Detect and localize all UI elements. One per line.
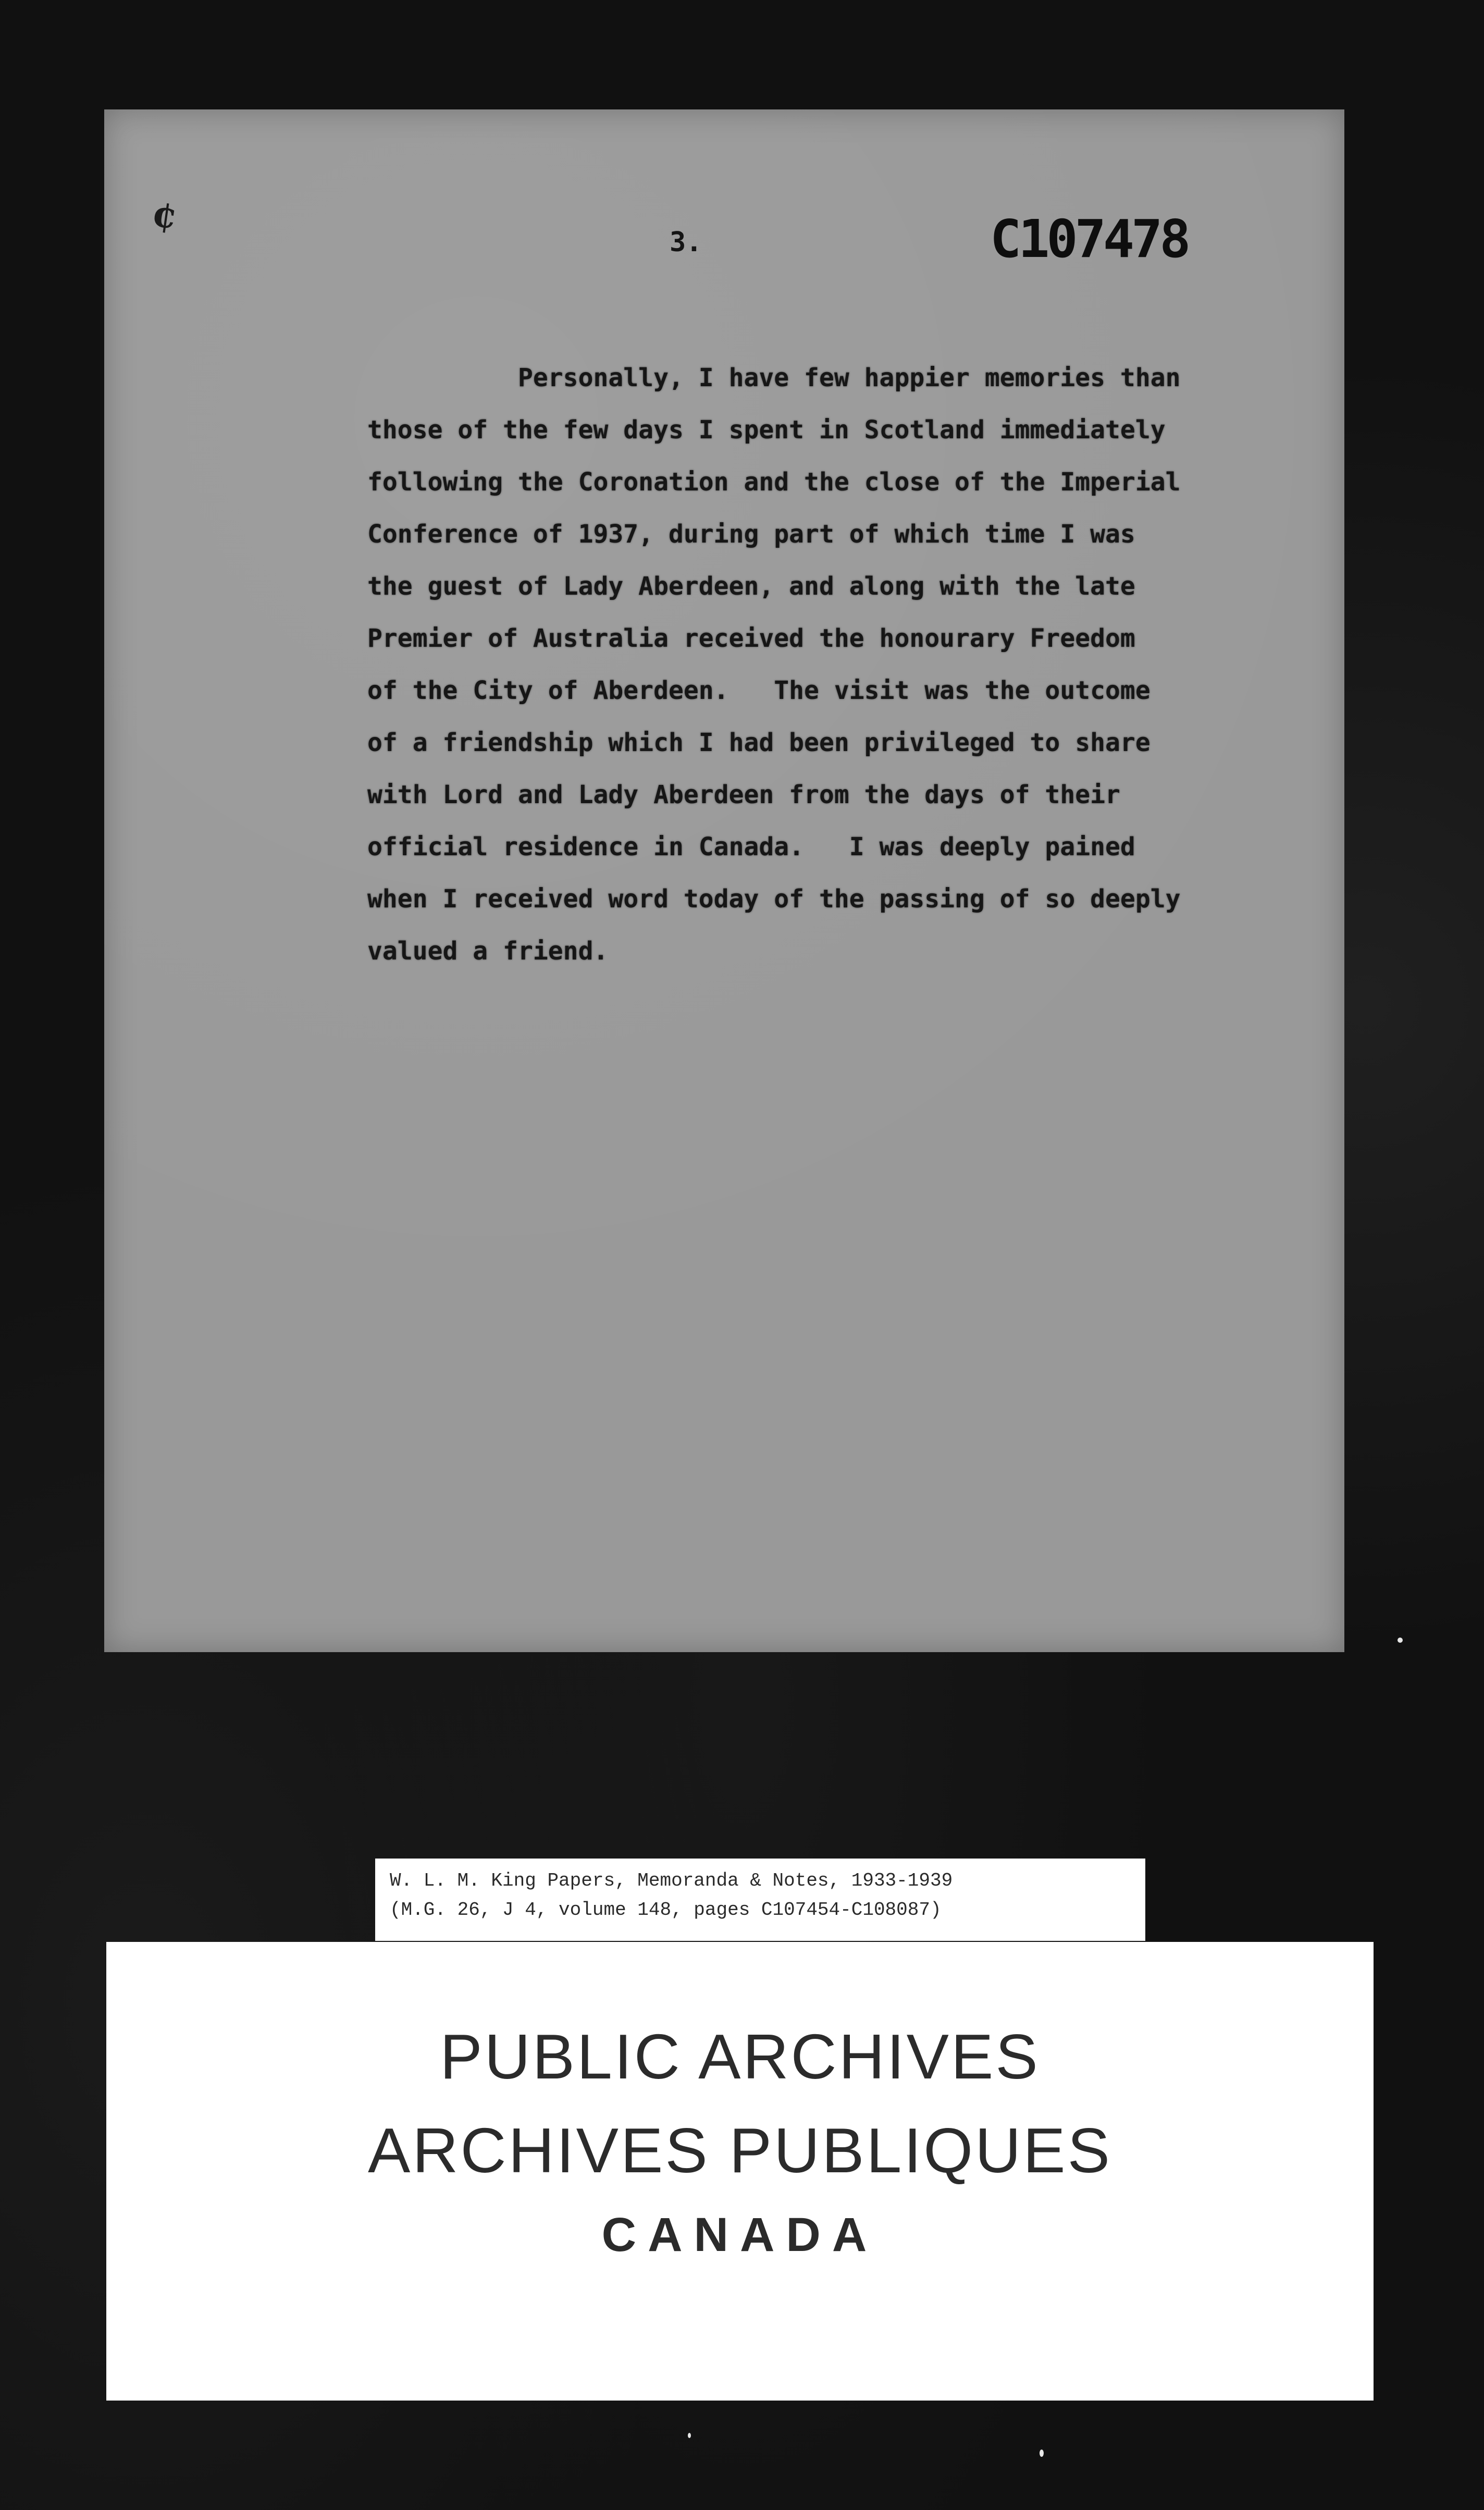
text-line: of a friendship which I had been privileged to share — [367, 728, 1151, 757]
citation-line-collection: W. L. M. King Papers, Memoranda & Notes, 1933-1939 — [390, 1870, 953, 1891]
text-line: those of the few days I spent in Scotland immediately — [367, 415, 1166, 445]
citation-label — [375, 1859, 1145, 1941]
film-speck — [1040, 2450, 1044, 2457]
text-line: with Lord and Lady Aberdeen from the days of their — [367, 780, 1120, 809]
page-number: 3. — [670, 227, 702, 258]
archives-country: CANADA — [601, 2208, 879, 2261]
text-line: the guest of Lady Aberdeen, and along with the late — [367, 572, 1135, 601]
text-line: following the Coronation and the close of the Imperial — [367, 467, 1181, 497]
text-line: official residence in Canada. I was deeply pained — [367, 832, 1135, 862]
letter-body — [367, 352, 1357, 977]
margin-mark: ¢ — [149, 191, 181, 238]
reference-number: C107478 — [990, 208, 1188, 269]
film-speck — [688, 2433, 691, 2438]
film-speck — [1398, 1638, 1403, 1643]
document-page — [104, 109, 1344, 1652]
text-line: Premier of Australia received the honourary Freedom — [367, 624, 1135, 653]
citation-line-reference: (M.G. 26, J 4, volume 148, pages C107454-C108087) — [390, 1899, 942, 1921]
text-line: when I received word today of the passing of so deeply — [367, 884, 1181, 914]
archives-title-english: PUBLIC ARCHIVES — [440, 2021, 1040, 2092]
text-line: of the City of Aberdeen. The visit was the outcome — [367, 676, 1151, 705]
archives-title-french: ARCHIVES PUBLIQUES — [368, 2115, 1112, 2186]
text-line: Conference of 1937, during part of which time I was — [367, 520, 1135, 549]
text-line: Personally, I have few happier memories than — [367, 363, 1181, 392]
text-line: valued a friend. — [367, 937, 609, 966]
archives-card — [106, 1942, 1374, 2401]
